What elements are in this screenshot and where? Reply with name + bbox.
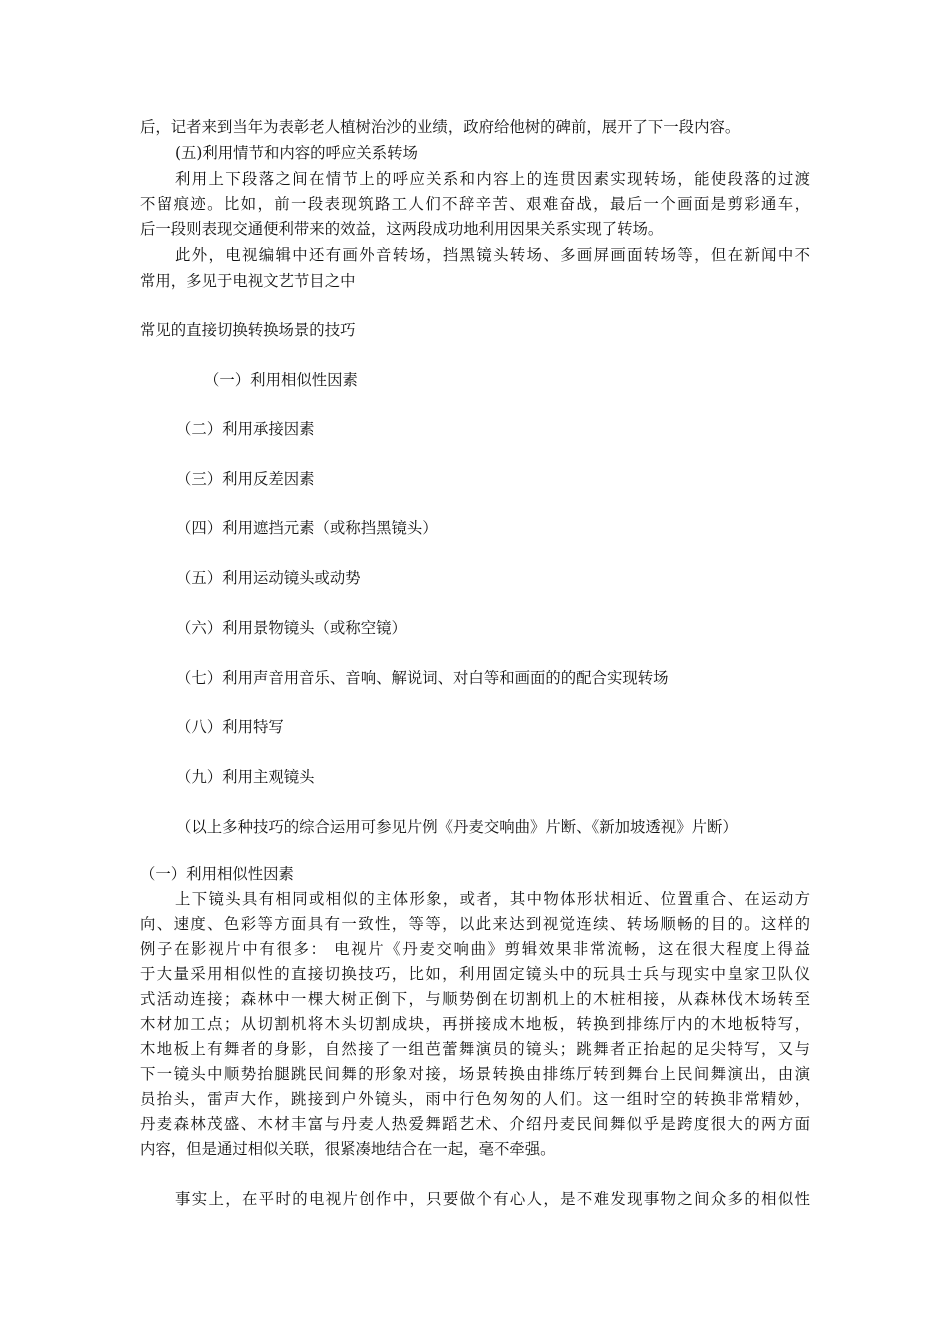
section1-line: 向、速度、色彩等方面具有一致性，等等，以此来达到视觉连续、转场顺畅的目的。这样的 xyxy=(140,915,810,933)
list-item: （一）利用相似性因素 xyxy=(204,371,358,389)
list-item: （二）利用承接因素 xyxy=(176,420,315,438)
list-title: 常见的直接切换转换场景的技巧 xyxy=(140,321,356,339)
section1-line: 木材加工点；从切割机将木头切割成块，再拼接成木地板，转换到排练厅内的木地板特写， xyxy=(140,1015,810,1033)
list-item: （八）利用特写 xyxy=(176,718,284,736)
section1-line: 员抬头，雷声大作，跳接到户外镜头，雨中行色匆匆的人们。这一组时空的转换非常精妙， xyxy=(140,1090,810,1108)
besides-line-2: 常用，多见于电视文艺节目之中 xyxy=(140,272,356,290)
section1-line: 丹麦森林茂盛、木材丰富与丹麦人热爱舞蹈艺术、介绍丹麦民间舞似乎是跨度很大的两方面 xyxy=(140,1115,810,1133)
section5-line-2: 不留痕迹。比如，前一段表现筑路工人们不辞辛苦、艰难奋战，最后一个画面是剪彩通车， xyxy=(140,195,810,213)
list-item: （四）利用遮挡元素（或称挡黑镜头） xyxy=(176,519,438,537)
section1-line: 木地板上有舞者的身影，自然接了一组芭蕾舞演员的镜头；跳舞者正抬起的足尖特写，又与 xyxy=(140,1040,810,1058)
section5-line-1: 利用上下段落之间在情节上的呼应关系和内容上的连贯因素实现转场，能使段落的过渡 xyxy=(175,170,810,188)
final-line: 事实上，在平时的电视片创作中，只要做个有心人，是不难发现事物之间众多的相似性 xyxy=(175,1190,810,1208)
besides-line-1: 此外，电视编辑中还有画外音转场，挡黑镜头转场、多画屏画面转场等，但在新闻中不 xyxy=(175,246,810,264)
section1-line: 内容，但是通过相似关联，很紧凑地结合在一起，毫不牵强。 xyxy=(140,1140,556,1158)
section1-line: 下一镜头中顺势抬腿跳民间舞的形象对接，场景转换由排练厅转到舞台上民间舞演出，由演 xyxy=(140,1065,810,1083)
list-item: （三）利用反差因素 xyxy=(176,470,315,488)
section1-line: 式活动连接；森林中一棵大树正倒下，与顺势倒在切割机上的木桩相接，从森林伐木场转至 xyxy=(140,990,810,1008)
section1-line: 于大量采用相似性的直接切换技巧，比如，利用固定镜头中的玩具士兵与现实中皇家卫队仪 xyxy=(140,965,810,983)
section1-heading: （一）利用相似性因素 xyxy=(140,865,294,883)
list-item: （九）利用主观镜头 xyxy=(176,768,315,786)
section5-heading: (五)利用情节和内容的呼应关系转场 xyxy=(175,144,418,162)
paragraph-end-line: 后，记者来到当年为表彰老人植树治沙的业绩，政府给他树的碑前，展开了下一段内容。 xyxy=(140,118,741,136)
list-item: （五）利用运动镜头或动势 xyxy=(176,569,361,587)
section1-line: 上下镜头具有相同或相似的主体形象，或者，其中物体形状相近、位置重合、在运动方 xyxy=(175,890,810,908)
list-item: （六）利用景物镜头（或称空镜） xyxy=(176,619,407,637)
section1-line: 例子在影视片中有很多： 电视片《丹麦交响曲》剪辑效果非常流畅，这在很大程度上得益 xyxy=(140,940,810,958)
section5-line-3: 后一段则表现交通便利带来的效益，这两段成功地利用因果关系实现了转场。 xyxy=(140,220,664,238)
list-item: （七）利用声音用音乐、音响、解说词、对白等和画面的的配合实现转场 xyxy=(176,669,669,687)
list-note: （以上多种技巧的综合运用可参见片例《丹麦交响曲》片断、《新加坡透视》片断） xyxy=(176,818,738,836)
